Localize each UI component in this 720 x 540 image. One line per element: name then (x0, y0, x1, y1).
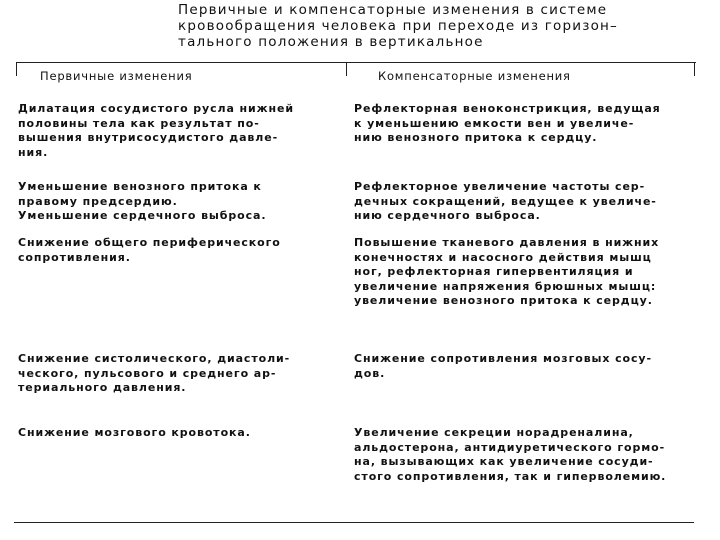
header-tick-left (16, 62, 17, 76)
row-2-primary: Уменьшение венозного притока к правому предсердию. Уменьшение сердечного выброса. (18, 180, 267, 222)
row-4-compensatory: Снижение сопротивления мозговых сосу- дов. (354, 352, 652, 380)
row-5-primary: Снижение мозгового кровотока. (18, 426, 251, 439)
row-4-primary: Снижение систолического, диастоли- ческого, пульсового и среднего ар- териального давления. (18, 352, 291, 394)
row-1-primary: Дилатация сосудистого русла нижней половины тела как результат по- вышения внутрисосудистого давле- ния. (18, 102, 294, 159)
row-5-compensatory: Увеличение секреции норадреналина, альдостерона, антидиуретического гормо- на, вызывающих как увеличение сосуди- стого сопротивления, так и гиперволемию. (354, 426, 667, 483)
row-3-compensatory: Повышение тканевого давления в нижних конечностях и насосного действия мышц ног, рефлекторная гипервентиляция и увеличение напряжения брюшных мышц: увеличение венозного притока к сердцу. (354, 236, 660, 307)
header-tick-right (694, 62, 695, 76)
header-tick-middle (346, 62, 347, 76)
bottom-rule (14, 522, 694, 523)
column-header-primary: Первичные изменения (40, 69, 193, 83)
row-3-primary: Снижение общего периферического сопротивления. (18, 236, 281, 264)
row-1-compensatory: Рефлекторная веноконстрикция, ведущая к уменьшению емкости вен и увеличе- нию венозного притока к сердцу. (354, 102, 661, 144)
header-rule (16, 62, 696, 63)
page-title: Первичные и компенсаторные изменения в системе кровообращения человека при переходе из горизон– тального положения в вертикальное (178, 2, 619, 50)
row-2-compensatory: Рефлекторное увеличение частоты сер- дечных сокращений, ведущее к увеличе- нию сердечного выброса. (354, 180, 657, 222)
column-header-compensatory: Компенсаторные изменения (378, 69, 571, 83)
